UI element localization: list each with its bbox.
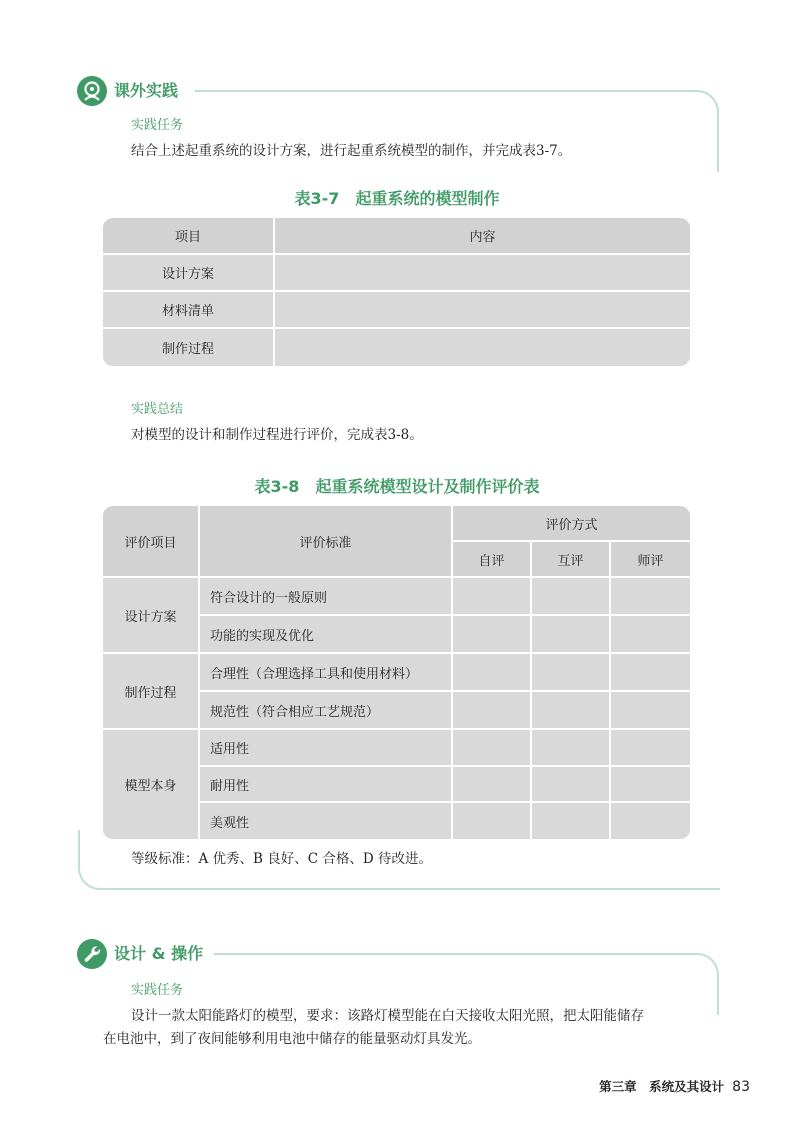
- table-3-8-score-teacher[interactable]: [611, 654, 690, 692]
- table-3-8-score-self[interactable]: [453, 767, 532, 803]
- table-3-8-header-item: 评价项目: [103, 506, 200, 578]
- table-3-8-score-teacher[interactable]: [611, 803, 690, 839]
- table-3-7-row-content[interactable]: [275, 292, 690, 329]
- page-number: 83: [732, 1079, 750, 1095]
- table-3-8-score-peer[interactable]: [532, 730, 611, 767]
- table-3-8-score-peer[interactable]: [532, 654, 611, 692]
- table-3-7-row-content[interactable]: [275, 255, 690, 292]
- grading-note: 等级标准：A 优秀、B 良好、C 合格、D 待改进。: [131, 851, 432, 867]
- practice-task-label: 实践任务: [131, 118, 184, 133]
- table-3-7-row-content[interactable]: [275, 329, 690, 366]
- table-3-8-score-self[interactable]: [453, 654, 532, 692]
- table-3-8-score-teacher[interactable]: [611, 692, 690, 730]
- table-3-8: [103, 506, 690, 839]
- table-3-8-score-self[interactable]: [453, 616, 532, 654]
- table-3-8-criteria: 规范性（符合相应工艺规范）: [200, 692, 453, 730]
- table-3-7-title: 表3-7 起重系统的模型制作: [294, 189, 500, 208]
- table-3-8-score-peer[interactable]: [532, 803, 611, 839]
- table-3-8-group-label: 制作过程: [103, 654, 200, 730]
- table-3-8-score-teacher[interactable]: [611, 767, 690, 803]
- table-3-8-score-self[interactable]: [453, 730, 532, 767]
- table-3-8-title: 表3-8 起重系统模型设计及制作评价表: [254, 477, 540, 496]
- table-3-7-row-label: 设计方案: [103, 255, 275, 292]
- table-3-8-header-teacher: 师评: [611, 542, 690, 578]
- table-3-7-header-item: 项目: [103, 218, 275, 255]
- table-3-8-score-self[interactable]: [453, 578, 532, 616]
- table-3-7-row-label: 材料清单: [103, 292, 275, 329]
- table-3-8-criteria: 耐用性: [200, 767, 453, 803]
- table-3-8-criteria: 合理性（合理选择工具和使用材料）: [200, 654, 453, 692]
- table-3-8-group-label: 设计方案: [103, 578, 200, 654]
- table-3-8-score-teacher[interactable]: [611, 578, 690, 616]
- practice-task-text: 结合上述起重系统的设计方案，进行起重系统模型的制作，并完成表3-7。: [131, 143, 572, 159]
- table-3-8-criteria: 适用性: [200, 730, 453, 767]
- table-3-8-criteria: 功能的实现及优化: [200, 616, 453, 654]
- table-3-8-header-criteria: 评价标准: [200, 506, 453, 578]
- table-3-7-row-label: 制作过程: [103, 329, 275, 366]
- design-task-text-line1: 设计一款太阳能路灯的模型，要求：该路灯模型能在白天接收太阳光照，把太阳能储存: [131, 1008, 644, 1024]
- design-section-frame: [214, 953, 719, 1015]
- table-3-8-group-label: 模型本身: [103, 730, 200, 839]
- table-3-7-header-content: 内容: [275, 218, 690, 255]
- table-3-7: [103, 218, 690, 366]
- design-task-text-line2: 在电池中，到了夜间能够利用电池中储存的能量驱动灯具发光。: [103, 1031, 481, 1047]
- table-3-8-score-peer[interactable]: [532, 578, 611, 616]
- practice-summary-label: 实践总结: [131, 402, 184, 417]
- page-footer: [599, 1077, 750, 1095]
- design-section-title: 设计 & 操作: [114, 944, 204, 963]
- table-3-8-score-self[interactable]: [453, 692, 532, 730]
- practice-summary-text: 对模型的设计和制作过程进行评价，完成表3-8。: [131, 427, 423, 443]
- footer-chapter: 第三章 系统及其设计: [599, 1079, 725, 1094]
- table-3-8-score-teacher[interactable]: [611, 730, 690, 767]
- practice-section-title: 课外实践: [114, 81, 179, 100]
- table-3-8-score-peer[interactable]: [532, 616, 611, 654]
- table-3-8-criteria: 符合设计的一般原则: [200, 578, 453, 616]
- table-3-8-score-peer[interactable]: [532, 692, 611, 730]
- practice-section-icon: [77, 76, 107, 106]
- table-3-8-score-peer[interactable]: [532, 767, 611, 803]
- table-3-8-score-teacher[interactable]: [611, 616, 690, 654]
- table-3-8-criteria: 美观性: [200, 803, 453, 839]
- table-3-8-header-peer: 互评: [532, 542, 611, 578]
- design-task-label: 实践任务: [131, 983, 184, 998]
- design-section-icon: [77, 939, 107, 969]
- table-3-8-header-self: 自评: [453, 542, 532, 578]
- table-3-8-score-self[interactable]: [453, 803, 532, 839]
- table-3-8-header-method: 评价方式: [453, 506, 690, 542]
